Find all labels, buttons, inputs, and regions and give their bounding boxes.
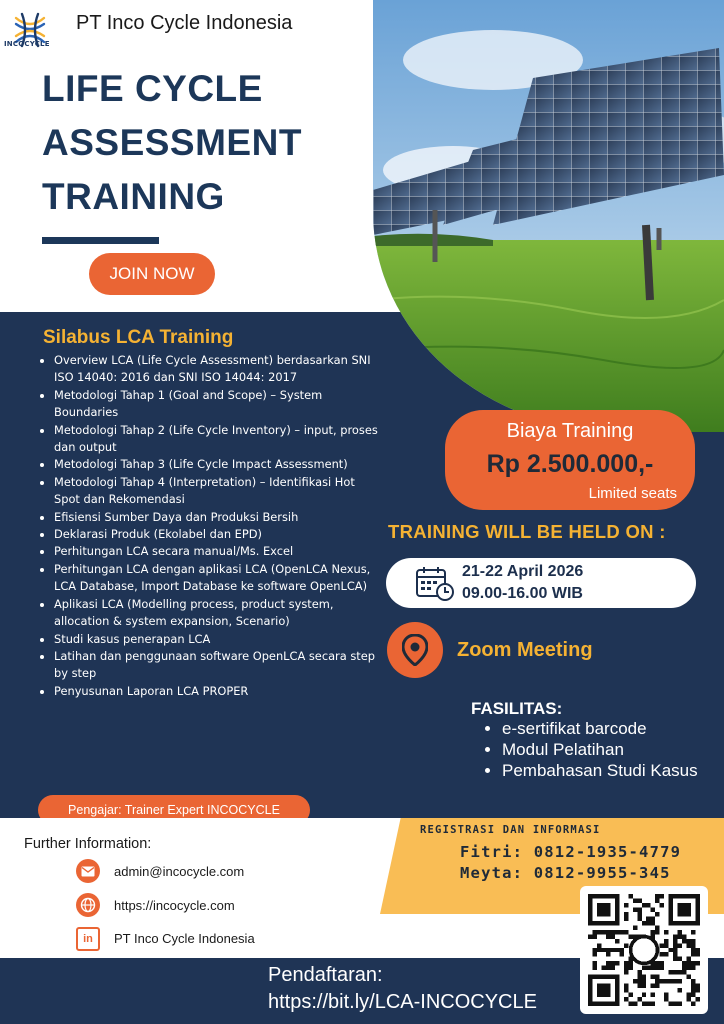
title-line: LIFE CYCLE: [42, 68, 263, 109]
list-item: • Deklarasi Produk (Ekolabel dan EPD): [54, 526, 378, 543]
price-value: Rp 2.500.000,-: [486, 450, 654, 478]
contact-fitri[interactable]: Fitri: 0812-1935-4779: [460, 843, 682, 861]
list-item: • Modul Pelatihan: [502, 739, 704, 760]
registration-title: REGISTRASI DAN INFORMASI: [420, 824, 601, 836]
location-pin-icon: [387, 622, 443, 678]
list-item: • Overview LCA (Life Cycle Assessment) berdasarkan SNI ISO 14040: 2016 dan SNI ISO 14044: 2017: [54, 352, 378, 387]
title-line: ASSESSMENT: [42, 122, 302, 163]
email-icon: [76, 859, 100, 883]
linkedin-icon: in: [76, 927, 100, 951]
limited-seats-note: Limited seats: [588, 485, 677, 502]
list-item: • Perhitungan LCA secara manual/Ms. Excel: [54, 543, 378, 560]
calendar-icon: [415, 565, 455, 601]
join-now-button[interactable]: JOIN NOW: [89, 253, 215, 295]
list-item: • Penyusunan Laporan LCA PROPER: [54, 683, 378, 700]
list-item: • Latihan dan penggunaan software OpenLCA secara step by step: [54, 648, 378, 683]
registration-label: Pendaftaran:: [268, 964, 383, 986]
list-item: • Aplikasi LCA (Modelling process, product system, allocation & system expansion, Scenario): [54, 596, 378, 631]
title-underline: [42, 237, 159, 244]
list-item: • e-sertifikat barcode: [502, 718, 704, 739]
page-title: [42, 62, 372, 224]
list-item: • Perhitungan LCA dengan aplikasi LCA (OpenLCA Nexus, LCA Database, Import Database ke software OpenLCA): [54, 561, 378, 596]
training-date: 21-22 April 2026: [462, 563, 584, 580]
list-item: • Studi kasus penerapan LCA: [54, 631, 378, 648]
website-link[interactable]: https://incocycle.com: [114, 898, 235, 913]
list-item: • Metodologi Tahap 4 (Interpretation) – Identifikasi Hot Spot dan Rekomendasi: [54, 474, 378, 509]
list-item: • Metodologi Tahap 3 (Life Cycle Impact Assessment): [54, 456, 378, 473]
trainer-badge: Pengajar: Trainer Expert INCOCYCLE: [38, 795, 310, 825]
venue-label: Zoom Meeting: [457, 639, 593, 661]
list-item: • Pembahasan Studi Kasus: [502, 760, 704, 781]
incocycle-logo: [8, 4, 52, 56]
email-link[interactable]: admin@incocycle.com: [114, 864, 245, 879]
list-item: • Efisiensi Sumber Daya dan Produksi Bersih: [54, 509, 378, 526]
facilities-list: [484, 718, 704, 781]
schedule-heading: TRAINING WILL BE HELD ON :: [388, 521, 666, 542]
further-info-heading: Further Information:: [24, 836, 152, 852]
list-item: • Metodologi Tahap 1 (Goal and Scope) – System Boundaries: [54, 387, 378, 422]
training-time: 09.00-16.00 WIB: [462, 585, 583, 602]
linkedin-link[interactable]: PT Inco Cycle Indonesia: [114, 931, 255, 946]
syllabus-title: Silabus LCA Training: [43, 327, 234, 348]
facilities-title: FASILITAS:: [471, 699, 563, 718]
company-name: PT Inco Cycle Indonesia: [76, 12, 293, 34]
qr-code[interactable]: [580, 886, 708, 1014]
contact-meyta[interactable]: Meyta: 0812-9955-345: [460, 864, 671, 882]
price-label: Biaya Training: [506, 420, 634, 442]
globe-icon: [76, 893, 100, 917]
logo-wordmark: INCOCYCLE: [4, 40, 50, 48]
title-line: TRAINING: [42, 176, 225, 217]
registration-url[interactable]: https://bit.ly/LCA-INCOCYCLE: [268, 991, 537, 1013]
list-item: • Metodologi Tahap 2 (Life Cycle Inventory) – input, proses dan output: [54, 422, 378, 457]
syllabus-list: [38, 352, 378, 700]
